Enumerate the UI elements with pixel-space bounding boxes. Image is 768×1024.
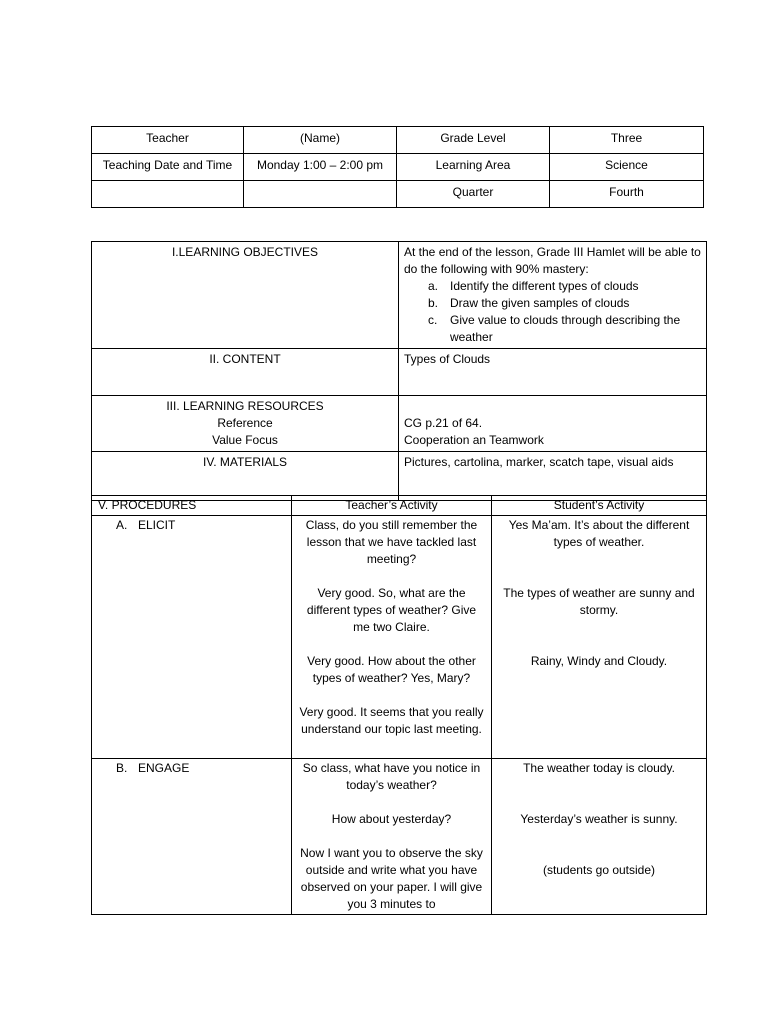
elicit-teacher-activity: Class, do you still remember the lesson that we have tackled last meeting? Very good. So, what are the different types of weather? Give me two Claire. Very good. How about the other types of weather? Yes, Mary? Very good. It seems that you really understand our topic last meeting. (292, 516, 492, 759)
teacher-activity-header: Teacher’s Activity (292, 496, 492, 516)
info-cell: Science (550, 154, 704, 181)
objectives-value (399, 242, 707, 349)
student-activity-header: Student’s Activity (492, 496, 707, 516)
info-cell: Teaching Date and Time (92, 154, 244, 181)
info-row-teacher (92, 127, 704, 154)
info-cell: Monday 1:00 – 2:00 pm (244, 154, 397, 181)
info-cell: Learning Area (397, 154, 550, 181)
engage-teacher-activity: So class, what have you notice in today’s weather? How about yesterday? Now I want you to observe the sky outside and write what you have observed on your paper. I will give you 3 minutes to (292, 759, 492, 915)
info-cell (244, 181, 397, 208)
objectives-intro: At the end of the lesson, Grade III Hamlet will be able to do the following with 90% mastery: (404, 245, 701, 276)
materials-row (92, 452, 707, 501)
lesson-plan-table (91, 241, 707, 501)
list-item: a. Identify the different types of clouds (428, 279, 639, 293)
info-cell: Three (550, 127, 704, 154)
elicit-label: A. ELICIT (92, 516, 292, 759)
elicit-student-activity: Yes Ma’am. It’s about the different types of weather. The types of weather are sunny and stormy. Rainy, Windy and Cloudy. (492, 516, 707, 759)
info-cell: (Name) (244, 127, 397, 154)
procedures-table (91, 495, 707, 915)
content-value: Types of Clouds (399, 349, 707, 396)
info-cell: Teacher (92, 127, 244, 154)
objectives-label: I.LEARNING OBJECTIVES (92, 242, 399, 349)
info-cell: Fourth (550, 181, 704, 208)
lesson-info-table (91, 126, 704, 208)
list-item: c. Give value to clouds through describing the weather (428, 313, 681, 344)
objectives-list (404, 278, 701, 346)
procedures-header: V. PROCEDURES (92, 496, 292, 516)
objectives-row (92, 242, 707, 349)
info-cell: Grade Level (397, 127, 550, 154)
engage-row (92, 759, 707, 915)
info-row-quarter (92, 181, 704, 208)
procedures-header-row (92, 496, 707, 516)
materials-value: Pictures, cartolina, marker, scatch tape, visual aids (399, 452, 707, 501)
info-cell: Quarter (397, 181, 550, 208)
elicit-row (92, 516, 707, 759)
info-row-date (92, 154, 704, 181)
info-cell (92, 181, 244, 208)
engage-student-activity: The weather today is cloudy. Yesterday’s weather is sunny. (students go outside) (492, 759, 707, 915)
resources-row (92, 396, 707, 452)
resources-value: CG p.21 of 64. Cooperation an Teamwork (399, 396, 707, 452)
materials-label: IV. MATERIALS (92, 452, 399, 501)
resources-label: III. LEARNING RESOURCES Reference Value Focus (92, 396, 399, 452)
content-row (92, 349, 707, 396)
engage-label: B. ENGAGE (92, 759, 292, 915)
list-item: b. Draw the given samples of clouds (428, 296, 630, 310)
content-label: II. CONTENT (92, 349, 399, 396)
